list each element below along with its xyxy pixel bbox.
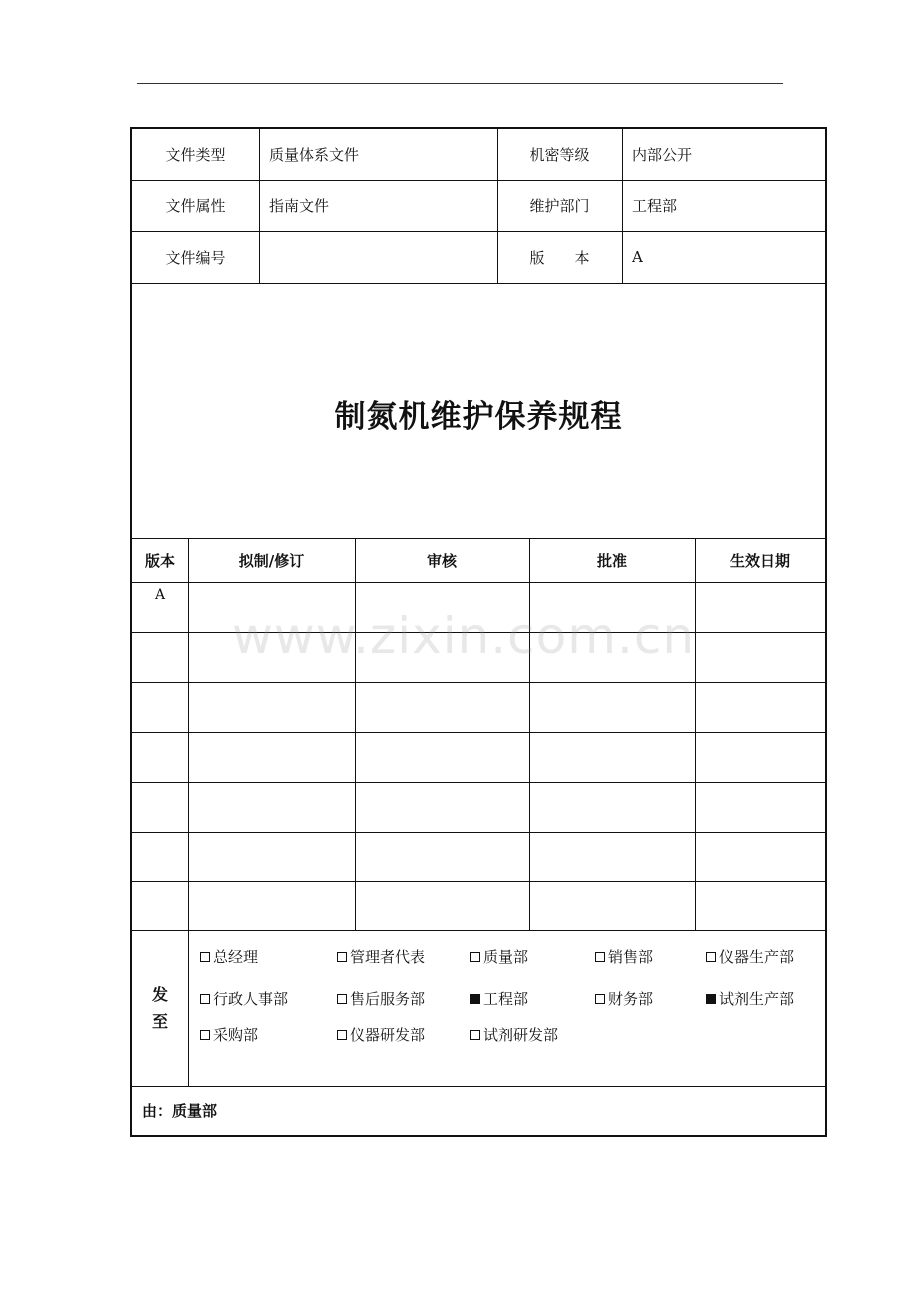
distribution-item[interactable] bbox=[337, 988, 425, 1009]
unchecked-box-icon[interactable] bbox=[595, 994, 605, 1004]
distribution-item[interactable] bbox=[200, 988, 288, 1009]
rev-cell bbox=[132, 632, 188, 657]
distribution-item-label: 总经理 bbox=[213, 948, 259, 966]
unchecked-box-icon[interactable] bbox=[470, 1030, 480, 1040]
document-form bbox=[130, 127, 827, 1137]
divider bbox=[132, 930, 825, 931]
rev-header-effective-date: 生效日期 bbox=[729, 551, 790, 570]
rev-cell bbox=[529, 881, 695, 906]
rev-cell bbox=[695, 682, 825, 707]
distribution-item-label: 财务部 bbox=[608, 990, 654, 1008]
divider bbox=[259, 129, 260, 283]
rev-cell bbox=[695, 582, 825, 607]
top-rule bbox=[137, 83, 783, 84]
unchecked-box-icon[interactable] bbox=[470, 952, 480, 962]
distribution-label-1: 发 bbox=[151, 985, 168, 1004]
distribution-item-label: 管理者代表 bbox=[350, 948, 426, 966]
distribution-item[interactable] bbox=[595, 988, 653, 1009]
distribution-item[interactable] bbox=[706, 946, 794, 967]
rev-cell: A bbox=[154, 586, 166, 603]
distribution-item-label: 试剂生产部 bbox=[719, 990, 795, 1008]
distribution-item[interactable] bbox=[337, 1024, 425, 1045]
rev-cell bbox=[188, 782, 355, 807]
distribution-item-label: 仪器生产部 bbox=[719, 948, 795, 966]
rev-cell bbox=[355, 881, 529, 906]
rev-cell bbox=[695, 732, 825, 757]
unchecked-box-icon[interactable] bbox=[200, 994, 210, 1004]
distribution-label-2: 至 bbox=[151, 1012, 168, 1031]
rev-cell bbox=[529, 682, 695, 707]
maint-dept-value: 工程部 bbox=[632, 197, 678, 215]
divider bbox=[132, 283, 825, 284]
divider bbox=[188, 930, 189, 1086]
rev-cell bbox=[188, 832, 355, 857]
distribution-item[interactable] bbox=[470, 988, 528, 1009]
rev-cell bbox=[355, 682, 529, 707]
unchecked-box-icon[interactable] bbox=[337, 952, 347, 962]
rev-cell bbox=[188, 582, 355, 607]
rev-cell bbox=[188, 881, 355, 906]
rev-cell bbox=[355, 782, 529, 807]
unchecked-box-icon[interactable] bbox=[337, 994, 347, 1004]
rev-cell bbox=[529, 732, 695, 757]
version-label: 版 本 bbox=[529, 248, 590, 267]
distribution-item-label: 售后服务部 bbox=[350, 990, 426, 1008]
rev-cell bbox=[529, 832, 695, 857]
distribution-item[interactable] bbox=[595, 946, 653, 967]
divider bbox=[622, 129, 623, 283]
rev-cell bbox=[132, 732, 188, 757]
rev-cell bbox=[355, 732, 529, 757]
doc-type-label: 文件类型 bbox=[165, 146, 226, 164]
checked-box-icon[interactable] bbox=[706, 994, 716, 1004]
rev-cell bbox=[188, 682, 355, 707]
rev-cell bbox=[529, 582, 695, 607]
rev-cell bbox=[529, 782, 695, 807]
doc-attr-label: 文件属性 bbox=[165, 197, 226, 215]
rev-cell bbox=[695, 782, 825, 807]
rev-cell bbox=[132, 782, 188, 807]
distribution-item[interactable] bbox=[337, 946, 425, 967]
from-department: 由：质量部 bbox=[142, 1102, 218, 1120]
secrecy-label: 机密等级 bbox=[529, 146, 590, 164]
distribution-item-label: 质量部 bbox=[483, 948, 529, 966]
rev-header-review: 审核 bbox=[426, 551, 457, 570]
distribution-item-label: 销售部 bbox=[608, 948, 654, 966]
unchecked-box-icon[interactable] bbox=[200, 952, 210, 962]
watermark: www.zixin.com.cn bbox=[232, 607, 696, 665]
doc-type-value: 质量体系文件 bbox=[269, 146, 360, 164]
rev-cell bbox=[132, 682, 188, 707]
distribution-item-label: 采购部 bbox=[213, 1026, 259, 1044]
distribution-item-label: 试剂研发部 bbox=[483, 1026, 559, 1044]
rev-cell bbox=[695, 632, 825, 657]
unchecked-box-icon[interactable] bbox=[706, 952, 716, 962]
distribution-item[interactable] bbox=[200, 946, 258, 967]
version-value: A bbox=[632, 248, 643, 266]
rev-cell bbox=[188, 732, 355, 757]
rev-cell bbox=[355, 832, 529, 857]
rev-header-version: 版本 bbox=[144, 551, 175, 570]
doc-attr-value: 指南文件 bbox=[269, 197, 330, 215]
unchecked-box-icon[interactable] bbox=[200, 1030, 210, 1040]
rev-cell bbox=[695, 881, 825, 906]
distribution-item[interactable] bbox=[470, 946, 528, 967]
distribution-item[interactable] bbox=[470, 1024, 558, 1045]
rev-cell bbox=[695, 832, 825, 857]
unchecked-box-icon[interactable] bbox=[337, 1030, 347, 1040]
doc-number-label: 文件编号 bbox=[165, 248, 226, 267]
rev-header-approve: 批准 bbox=[596, 551, 627, 570]
rev-cell bbox=[132, 881, 188, 906]
distribution-item[interactable] bbox=[706, 988, 794, 1009]
distribution-item[interactable] bbox=[200, 1024, 258, 1045]
doc-number-value bbox=[269, 231, 497, 283]
rev-cell bbox=[132, 832, 188, 857]
rev-cell bbox=[355, 582, 529, 607]
maint-dept-label: 维护部门 bbox=[529, 197, 590, 215]
distribution-item-label: 仪器研发部 bbox=[350, 1026, 426, 1044]
distribution-item-label: 行政人事部 bbox=[213, 990, 289, 1008]
secrecy-value: 内部公开 bbox=[632, 146, 693, 164]
unchecked-box-icon[interactable] bbox=[595, 952, 605, 962]
distribution-item-label: 工程部 bbox=[483, 990, 529, 1008]
rev-header-draft: 拟制/修订 bbox=[238, 551, 305, 570]
checked-box-icon[interactable] bbox=[470, 994, 480, 1004]
document-title: 制氮机维护保养规程 bbox=[334, 399, 623, 435]
